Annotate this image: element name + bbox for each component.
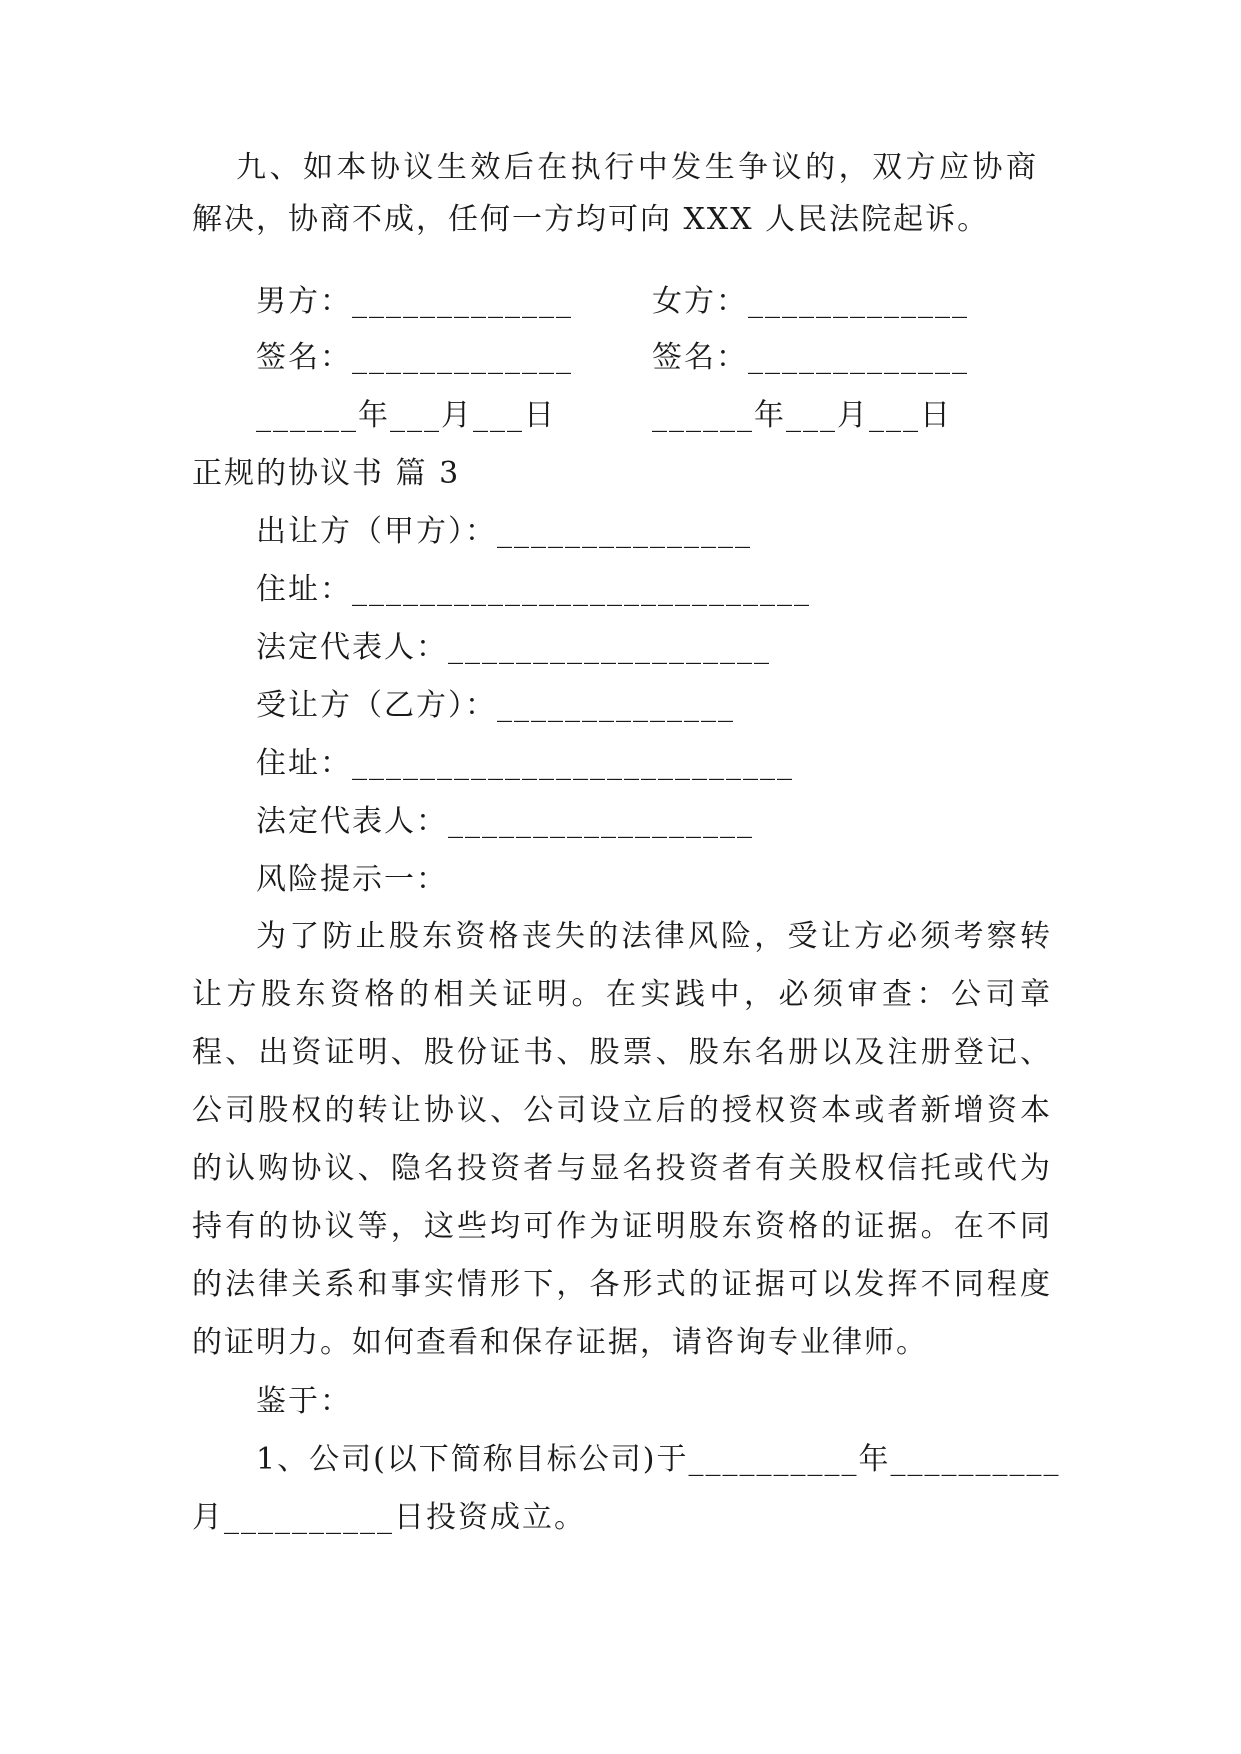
section-title: 正规的协议书 篇 3 xyxy=(192,456,461,491)
female-signature-field: 签名：_____________ xyxy=(652,340,969,375)
risk-paragraph: 为了防止股东资格丧失的法律风险，受让方必须考察转让方股东资格的相关证明。在实践中，必须审查：公司章程、出资证明、股份证书、股票、股东名册以及注册登记、公司股权的转让协议、公司设立后的授权资本或者新增资本的认购协议、隐名投资者与显名投资者有关股权信托或代为持有的协议等，这些均可作为证明股东资格的证据。在不同的法律关系和事实情形下，各形式的证据可以发挥不同程度的证明力。如何查看和保存证据，请咨询专业律师。 xyxy=(192,919,1052,1360)
male-party-field: 男方：_____________ xyxy=(256,284,573,319)
transferor-address-field: 住址：___________________________ xyxy=(256,572,811,607)
male-signature-field: 签名：_____________ xyxy=(256,340,573,375)
male-date-field: ______年___月___日 xyxy=(256,398,556,433)
whereas-item-1-line-1: 1、公司(以下简称目标公司)于__________年__________ xyxy=(256,1442,1061,1477)
whereas-heading: 鉴于： xyxy=(256,1384,352,1419)
transferee-field: 受让方（乙方）：______________ xyxy=(256,688,735,723)
transferee-representative-field: 法定代表人：__________________ xyxy=(256,804,754,839)
transferor-representative-field: 法定代表人：___________________ xyxy=(256,630,771,665)
female-party-field: 女方：_____________ xyxy=(652,284,969,319)
paragraph-9-line-2: 解决，协商不成，任何一方均可向 XXX 人民法院起诉。 xyxy=(192,202,990,237)
paragraph-9-line-1: 九、如本协议生效后在执行中发生争议的，双方应协商 xyxy=(236,150,1038,185)
transferor-field: 出让方（甲方）：_______________ xyxy=(256,514,752,549)
risk-heading: 风险提示一： xyxy=(256,862,448,897)
female-date-field: ______年___月___日 xyxy=(652,398,952,433)
transferee-address-field: 住址：__________________________ xyxy=(256,746,794,781)
whereas-item-1-line-2: 月__________日投资成立。 xyxy=(192,1500,586,1535)
